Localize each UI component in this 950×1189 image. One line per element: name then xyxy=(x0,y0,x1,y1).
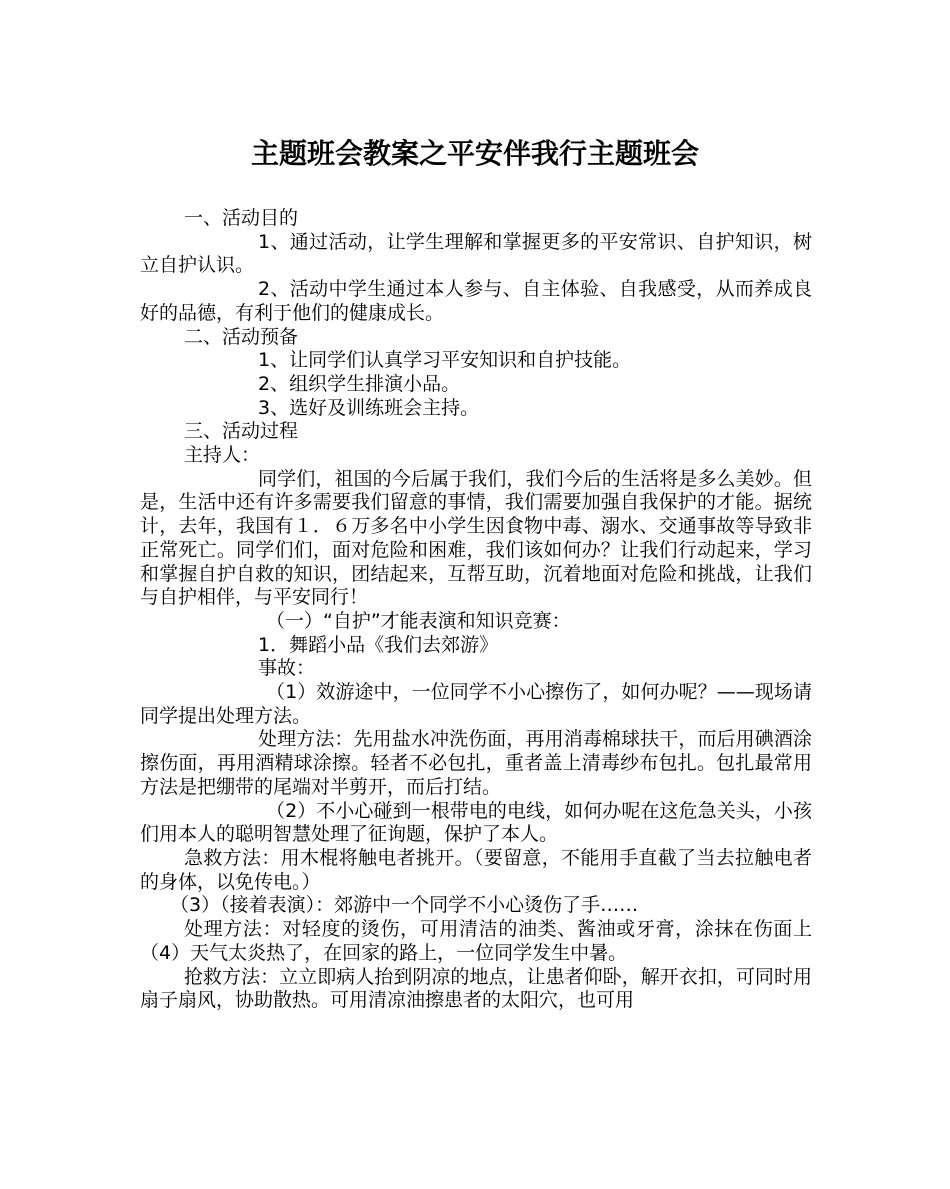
host-label: 主持人： xyxy=(184,444,261,467)
incident-2: （2）不小心碰到一根带电的电线，如何办呢在这危急关头，小孩们用本人的聪明智慧处理了征询题，保护了本人。 xyxy=(140,799,812,846)
skit-title: 1．舞蹈小品《我们去郊游》 xyxy=(258,633,499,656)
purpose-item-1: 1、通过活动，让学生理解和掌握更多的平安常识、自护知识，树立自护认识。 xyxy=(140,230,812,277)
host-speech: 同学们，祖国的今后属于我们，我们今后的生活将是多么美妙。但是，生活中还有许多需要我们留意的事情，我们需要加强自我保护的才能。据统计，去年，我国有１．６万多名中小学生因食物中毒、溺水、交通事故等导致非正常死亡。同学们们，面对危险和困难，我们该如何办？让我们行动起来，学习和掌握自护自救的知识，团结起来，互帮互助，沉着地面对危险和挑战，让我们与自护相伴，与平安同行！ xyxy=(140,467,812,609)
preparation-item-1: 1、让同学们认真学习平安知识和自护技能。 xyxy=(258,349,632,372)
preparation-item-3: 3、选好及训练班会主持。 xyxy=(258,396,480,419)
preparation-item-2: 2、组织学生排演小品。 xyxy=(258,372,461,395)
treatment-4: 抢救方法：立立即病人抬到阴凉的地点，让患者仰卧，解开衣扣，可同时用扇子扇风，协助散热。可用清凉油擦患者的太阳穴，也可用 xyxy=(140,965,812,1012)
purpose-item-2: 2、活动中学生通过本人参与、自主体验、自我感受，从而养成良好的品德，有利于他们的健康成长。 xyxy=(140,278,812,324)
section-heading-purpose: 一、活动目的 xyxy=(184,207,299,229)
document-title: 主题班会教案之平安伴我行主题班会 xyxy=(250,137,699,170)
incident-label: 事故： xyxy=(258,657,316,680)
treatment-3: 处理方法：对轻度的烫伤，可用清洁的油类、酱油或牙膏，涂抹在伤面上 （4）天气太炎热了，在回家的路上，一位同学发生中暑。 xyxy=(140,918,851,964)
treatment-1: 处理方法：先用盐水冲洗伤面，再用消毒棉球扶干，而后用碘酒涂擦伤面，再用酒精球涂擦。轻者不必包扎，重者盖上清毒纱布包扎。包扎最常用方法是把绷带的尾端对半剪开，而后打结。 xyxy=(140,728,812,798)
treatment-2: 急救方法：用木棍将触电者挑开。（要留意，不能用手直截了当去拉触电者的身体，以免传电。） xyxy=(140,846,812,893)
section-heading-preparation: 二、活动预备 xyxy=(184,325,299,348)
incident-1: （1）效游途中，一位同学不小心擦伤了，如何办呢？——现场请同学提出处理方法。 xyxy=(140,681,812,727)
section-heading-process: 三、活动过程 xyxy=(184,420,299,443)
incident-3: （3）（接着表演）：郊游中一个同学不小心烫伤了手…… xyxy=(170,894,639,917)
subsection-heading-performance: （一）“自护”才能表演和知识竞赛： xyxy=(266,609,571,632)
document-body xyxy=(140,207,851,1013)
